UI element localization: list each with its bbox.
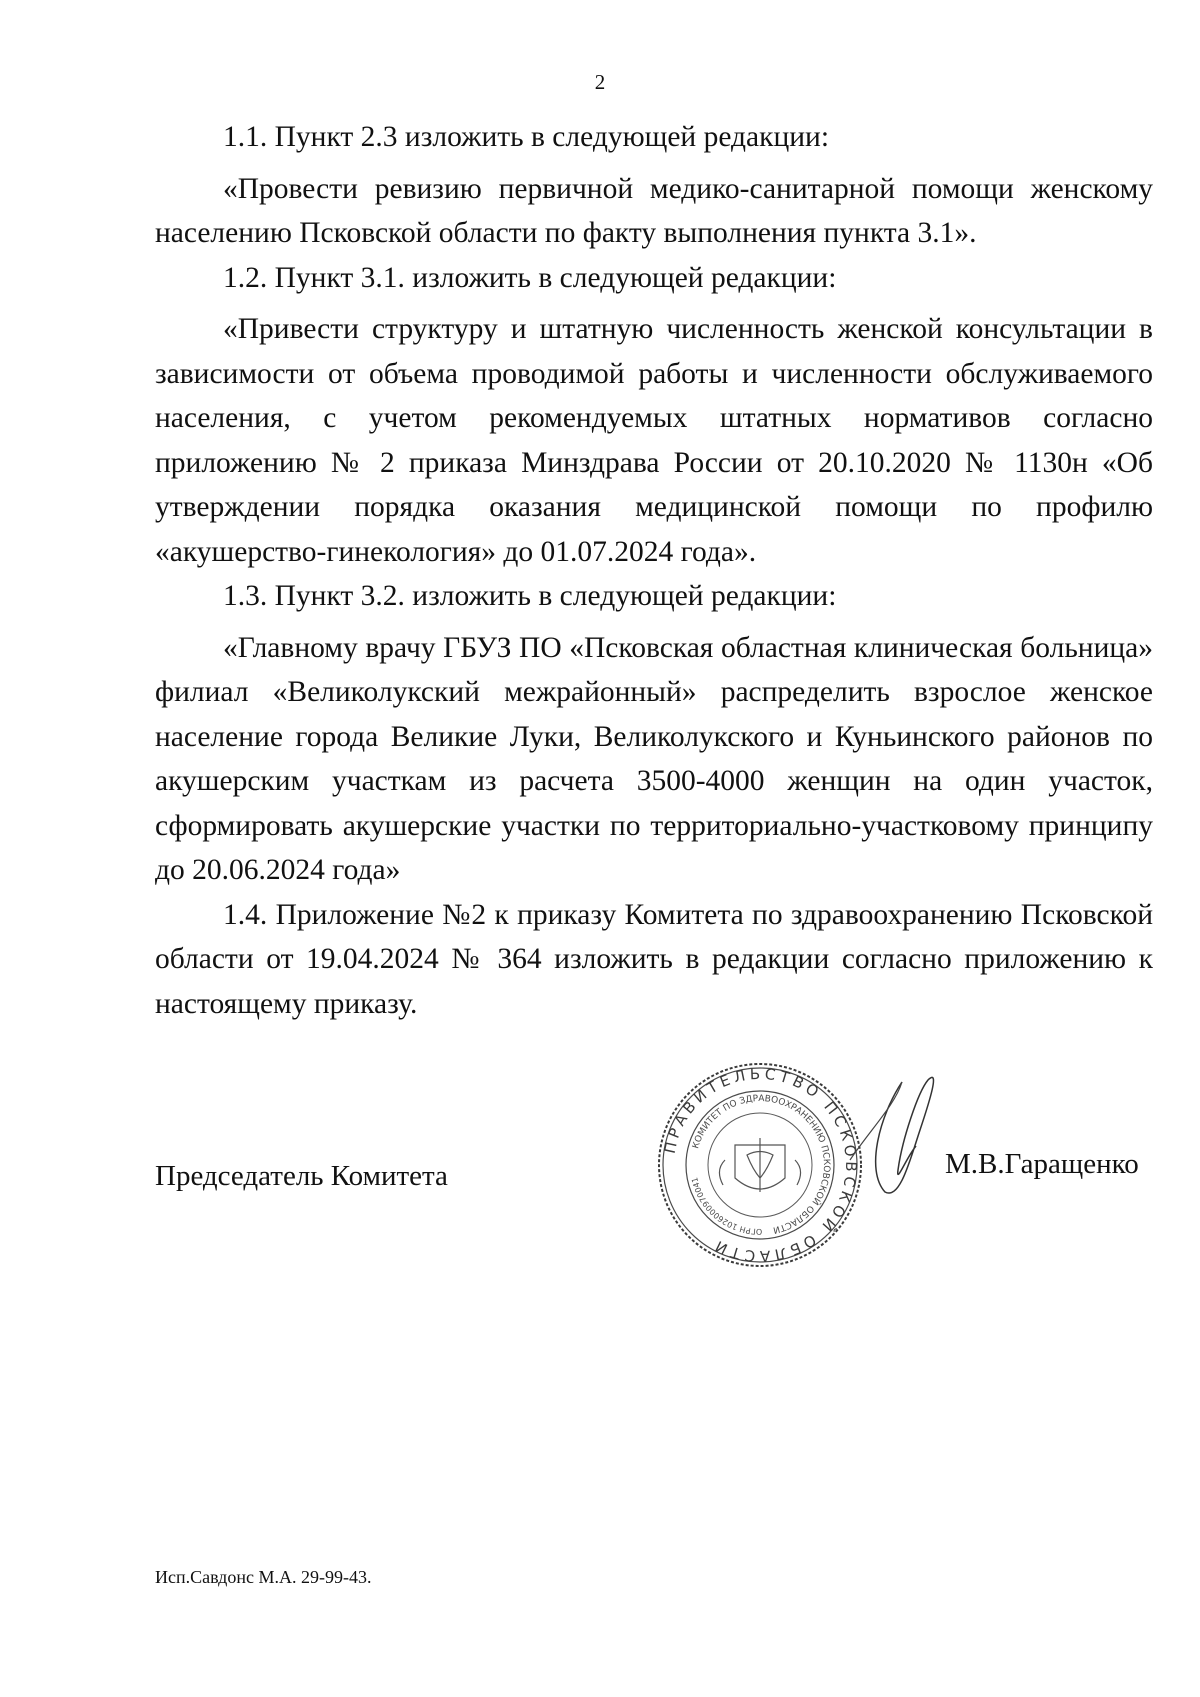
official-seal — [655, 1060, 865, 1270]
handwritten-signature — [840, 1060, 960, 1200]
coat-of-arms-icon — [719, 1138, 800, 1192]
paragraph-1-1: 1.1. Пункт 2.3 изложить в следующей редакции: — [223, 121, 830, 153]
signatory-name: М.В.Гаращенко — [945, 1148, 1139, 1180]
paragraph-1-3: 1.3. Пункт 3.2. изложить в следующей редакции: — [223, 580, 837, 612]
paragraph-1-3-quote: «Главному врачу ГБУЗ ПО «Псковская областная клиническая больница» филиал «Великолукский межрайонный» распределить взрослое женское население города Великие Луки, Великолукского и Куньинского районов по акушерским участкам из расчета 3500-4000 женщин на один участок, сформировать акушерские участки по территориально-участковому принципу до 20.06.2024 года» — [155, 631, 1153, 886]
seal-inner-text: КОМИТЕТ ПО ЗДРАВООХРАНЕНИЮ ПСКОВСКОЙ ОБЛАСТИ — [691, 1093, 832, 1235]
page-number: 2 — [594, 70, 606, 94]
seal-outer-text: ПРАВИТЕЛЬСТВО ПСКОВСКОЙ ОБЛАСТИ — [660, 1064, 861, 1266]
seal-ogrn-text: ОГРН 1026000970041 — [690, 1176, 763, 1237]
executor-contact: Исп.Савдонс М.А. 29-99-43. — [155, 1567, 372, 1587]
paragraph-1-4: 1.4. Приложение №2 к приказу Комитета по здравоохранению Псковской области от 19.04.2024 № 364 изложить в редакции согласно приложению к настоящему приказу. — [155, 898, 1153, 1020]
paragraph-1-2-quote: «Привести структуру и штатную численность женской консультации в зависимости от объема проводимой работы и численности обслуживаемого населения, с учетом рекомендуемых штатных нормативов согласно приложению № 2 приказа Минздрава России от 20.10.2020 № 1130н «Об утверждении порядка оказания медицинской помощи по профилю «акушерство-гинекология» до 01.07.2024 года». — [155, 313, 1153, 568]
document-body — [155, 115, 1153, 1026]
signatory-position: Председатель Комитета — [155, 1160, 448, 1192]
paragraph-1-2: 1.2. Пункт 3.1. изложить в следующей редакции: — [223, 261, 837, 294]
paragraph-1-1-quote: «Провести ревизию первичной медико-санитарной помощи женскому населению Псковской области по факту выполнения пункта 3.1». — [155, 172, 1153, 249]
